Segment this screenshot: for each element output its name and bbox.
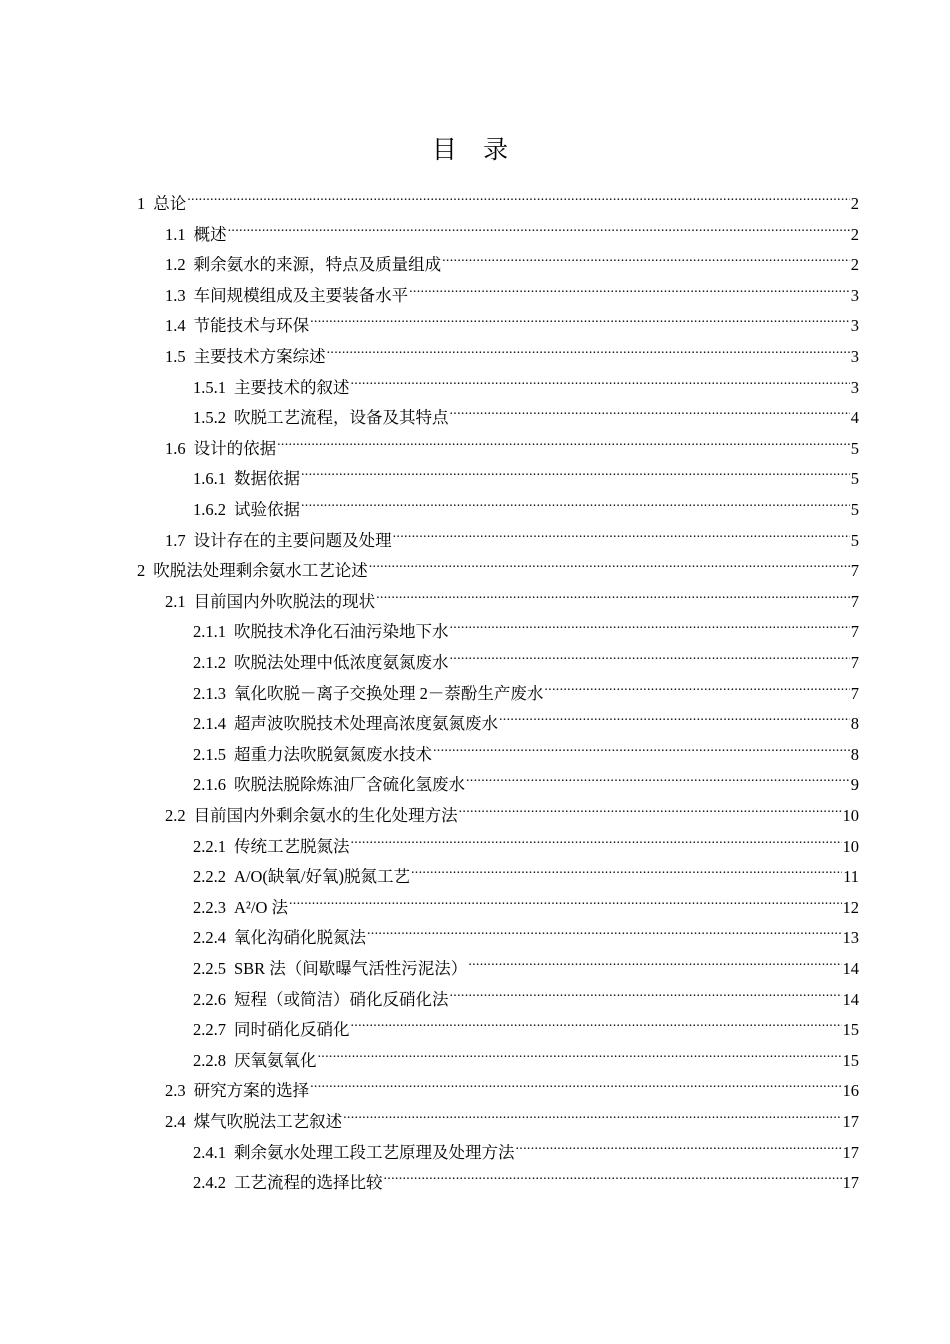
toc-dot-leader [459, 791, 842, 821]
toc-entry[interactable] [193, 730, 859, 764]
toc-page-number: 5 [850, 469, 859, 489]
toc-entry-number: 1.4 [165, 316, 186, 336]
toc-entry[interactable] [165, 301, 859, 336]
toc-page-number: 14 [842, 989, 859, 1009]
toc-entry-number: 2.2 [165, 806, 186, 825]
toc-entry-title: 剩余氨水的来源，特点及质量组成 [193, 255, 442, 275]
toc-page-number: 3 [850, 377, 859, 397]
toc-entry-number: 2.1.2 [193, 653, 226, 672]
toc-entry[interactable] [193, 363, 859, 397]
toc-dot-leader [187, 179, 850, 209]
toc-entry-title: 吹脱法处理剩余氨水工艺论述 [153, 561, 368, 581]
toc-page-number: 7 [850, 591, 859, 611]
toc-entry-number: 1.6 [165, 438, 186, 458]
toc-entry[interactable] [137, 179, 859, 213]
toc-entry-title: 超重力法吹脱氨氮废水技术 [234, 744, 432, 764]
toc-entry-number: 1.1 [165, 224, 186, 244]
toc-entry-number: 2.2.2 [193, 867, 226, 887]
toc-entry[interactable] [193, 944, 859, 978]
toc-page-number: 2 [850, 255, 859, 275]
toc-page-number: 9 [850, 775, 859, 795]
toc-entry[interactable] [165, 210, 859, 244]
toc-page-number: 15 [842, 1050, 859, 1070]
toc-dot-leader [544, 669, 849, 699]
toc-entry-title: 数据依据 [234, 469, 300, 489]
toc-dot-leader [393, 516, 850, 546]
toc-dot-leader [466, 760, 850, 790]
toc-page-number: 5 [850, 530, 859, 550]
toc-entry[interactable] [193, 913, 859, 948]
toc-entry[interactable] [193, 485, 859, 519]
toc-entry-title: 研究方案的选择 [193, 1081, 310, 1101]
toc-entry-number: 2.2.6 [193, 989, 226, 1009]
toc-entry-number: 2.4.2 [193, 1173, 226, 1193]
toc-dot-leader [289, 883, 842, 913]
toc-page-number: 4 [850, 408, 859, 428]
toc-entry-title: 工艺流程的选择比较 [234, 1173, 383, 1193]
toc-entry-title: 吹脱技术净化石油污染地下水 [234, 622, 449, 642]
toc-entry-title: 吹脱法处理中低浓度氨氮废水 [234, 653, 449, 672]
toc-page-number: 10 [842, 806, 859, 825]
toc-entry-title: 目前国内外剩余氨水的生化处理方法 [193, 806, 458, 825]
toc-entry[interactable] [165, 791, 859, 825]
toc-entry[interactable] [193, 1158, 859, 1193]
toc-entry-title: 节能技术与环保 [193, 316, 310, 336]
toc-entry-number: 2.1.5 [193, 744, 226, 764]
toc-page-number: 3 [850, 316, 859, 336]
toc-page-number: 12 [842, 897, 859, 917]
toc-entry[interactable] [193, 1036, 859, 1070]
toc-page-number: 2 [850, 224, 859, 244]
toc-page-number: 5 [850, 500, 859, 519]
toc-dot-leader [450, 393, 850, 423]
toc-dot-leader [499, 699, 850, 729]
toc-entry-title: 超声波吹脱技术处理高浓度氨氮废水 [234, 714, 498, 734]
toc-entry-number: 1.6.2 [193, 500, 226, 519]
toc-page-number: 7 [850, 653, 859, 672]
toc-entry[interactable] [193, 1128, 859, 1162]
toc-dot-leader [384, 1158, 842, 1188]
toc-entry-number: 1 [137, 194, 146, 213]
toc-entry-number: 2 [137, 561, 146, 581]
toc-page-number: 5 [850, 438, 859, 458]
toc-entry[interactable] [193, 454, 859, 489]
toc-page-number: 17 [842, 1173, 859, 1193]
toc-entry-title: 目前国内外吹脱法的现状 [193, 591, 376, 611]
toc-entry-number: 2.4 [165, 1112, 186, 1131]
toc-page-number: 17 [842, 1142, 859, 1162]
toc-page-number: 3 [850, 285, 859, 305]
toc-entry-title: 氧化吹脱－离子交换处理 2－萘酚生产废水 [234, 683, 544, 703]
toc-dot-leader [351, 1005, 842, 1035]
toc-entry-title: A²/O 法 [234, 897, 288, 917]
toc-dot-leader [376, 577, 850, 607]
toc-page-number: 13 [842, 928, 859, 948]
toc-entry-number: 1.2 [165, 255, 186, 275]
toc-entry-title: 厌氧氨氧化 [234, 1050, 317, 1070]
toc-entry-title: 短程（或简洁）硝化反硝化法 [234, 989, 449, 1009]
toc-entry[interactable] [193, 699, 859, 734]
toc-entry-title: 车间规模组成及主要装备水平 [193, 285, 409, 305]
toc-entry-title: 主要技术方案综述 [193, 347, 326, 366]
toc-entry-number: 2.2.4 [193, 928, 226, 948]
toc-dot-leader [301, 485, 850, 515]
toc-entry-title: 概述 [193, 224, 227, 244]
toc-entry-title: 主要技术的叙述 [234, 377, 350, 397]
toc-entry[interactable] [165, 424, 859, 458]
toc-entry-title: SBR 法（间歇曝气活性污泥法） [234, 959, 468, 978]
toc-entry-number: 2.2.3 [193, 897, 226, 917]
toc-entry-number: 1.7 [165, 530, 186, 550]
toc-entry[interactable] [193, 607, 859, 642]
toc-entry[interactable] [165, 240, 859, 275]
toc-page-number: 16 [842, 1081, 859, 1101]
toc-dot-leader [450, 975, 842, 1005]
toc-entry-title: 总论 [153, 194, 187, 213]
toc-entry-title: A/O(缺氧/好氧)脱氮工艺 [234, 867, 410, 887]
toc-entry-number: 1.3 [165, 285, 186, 305]
toc-entry[interactable] [193, 975, 859, 1009]
toc-entry-title: 吹脱工艺流程，设备及其特点 [234, 408, 449, 428]
toc-entry-number: 1.5 [165, 347, 186, 366]
toc-entry-number: 2.2.8 [193, 1050, 226, 1070]
toc-dot-leader [318, 1036, 842, 1066]
toc-page-number: 10 [842, 836, 859, 856]
toc-entry-number: 2.2.1 [193, 836, 226, 856]
toc-dot-leader [516, 1128, 842, 1158]
toc-entry[interactable] [193, 669, 859, 703]
toc-dot-leader [277, 424, 850, 454]
toc-entry-number: 2.3 [165, 1081, 186, 1101]
toc-entry[interactable] [165, 577, 859, 611]
toc-page-number: 2 [850, 194, 859, 213]
toc-entry[interactable] [193, 760, 859, 795]
toc-page-number: 7 [850, 561, 859, 581]
toc-entry-number: 2.2.7 [193, 1020, 226, 1040]
toc-entry-number: 2.1.4 [193, 714, 226, 734]
toc-dot-leader [367, 913, 842, 943]
toc-entry-title: 煤气吹脱法工艺叙述 [193, 1112, 343, 1131]
toc-entry-title: 吹脱法脱除炼油厂含硫化氢废水 [234, 775, 465, 795]
toc-dot-leader [450, 638, 850, 668]
toc-dot-leader [301, 454, 850, 484]
toc-entry-title: 氧化沟硝化脱氮法 [234, 928, 366, 948]
toc-page-number: 15 [842, 1020, 859, 1040]
toc-entry[interactable] [193, 883, 859, 917]
toc-dot-leader [433, 730, 850, 760]
toc-entry[interactable] [193, 1005, 859, 1040]
toc-entry-title: 同时硝化反硝化 [234, 1020, 350, 1040]
toc-dot-leader [310, 1066, 841, 1096]
toc-entry-number: 2.2.5 [193, 959, 226, 978]
toc-entry-number: 2.1 [165, 591, 186, 611]
toc-page-number: 14 [842, 959, 859, 978]
toc-entry[interactable] [193, 822, 859, 856]
toc-dot-leader [310, 301, 850, 331]
toc-entry-number: 2.4.1 [193, 1142, 226, 1162]
toc-dot-leader [442, 240, 850, 270]
toc-entry-title: 设计存在的主要问题及处理 [193, 530, 392, 550]
toc-page-number: 3 [850, 347, 859, 366]
toc-dot-leader [351, 363, 850, 393]
toc-dot-leader [411, 852, 842, 882]
toc-dot-leader [409, 271, 850, 301]
toc-entry[interactable] [165, 271, 859, 305]
toc-entry-number: 1.6.1 [193, 469, 226, 489]
toc-entry-title: 剩余氨水处理工段工艺原理及处理方法 [234, 1142, 515, 1162]
toc-entry[interactable] [137, 546, 859, 581]
toc-entry[interactable] [165, 516, 859, 550]
toc-dot-leader [327, 332, 850, 362]
toc-entry[interactable] [165, 1066, 859, 1101]
toc-dot-leader [343, 1097, 841, 1127]
toc-entry-number: 1.5.2 [193, 408, 226, 428]
toc-page-number: 7 [850, 622, 859, 642]
toc-title: 目 录 [431, 137, 519, 164]
toc-entry-number: 1.5.1 [193, 377, 226, 397]
toc-entry-title: 试验依据 [234, 500, 300, 519]
toc-entry[interactable] [193, 393, 859, 428]
toc-page-number: 7 [850, 683, 859, 703]
toc-dot-leader [369, 546, 850, 576]
toc-entry-number: 2.1.1 [193, 622, 226, 642]
toc-entry-number: 2.1.3 [193, 683, 226, 703]
toc-page-number: 17 [842, 1112, 859, 1131]
toc-entry-title: 传统工艺脱氮法 [234, 836, 350, 856]
toc-dot-leader [468, 944, 841, 974]
toc-entry-number: 2.1.6 [193, 775, 226, 795]
toc-page-number: 11 [843, 867, 859, 887]
toc-page-number: 8 [850, 744, 859, 764]
toc-dot-leader [228, 210, 850, 240]
toc-entry[interactable] [193, 638, 859, 672]
toc-entry[interactable] [193, 852, 859, 887]
toc-entry[interactable] [165, 332, 859, 366]
toc-entry[interactable] [165, 1097, 859, 1131]
toc-dot-leader [450, 607, 850, 637]
toc-page-number: 8 [850, 714, 859, 734]
toc-dot-leader [351, 822, 842, 852]
toc-entry-title: 设计的依据 [193, 438, 277, 458]
